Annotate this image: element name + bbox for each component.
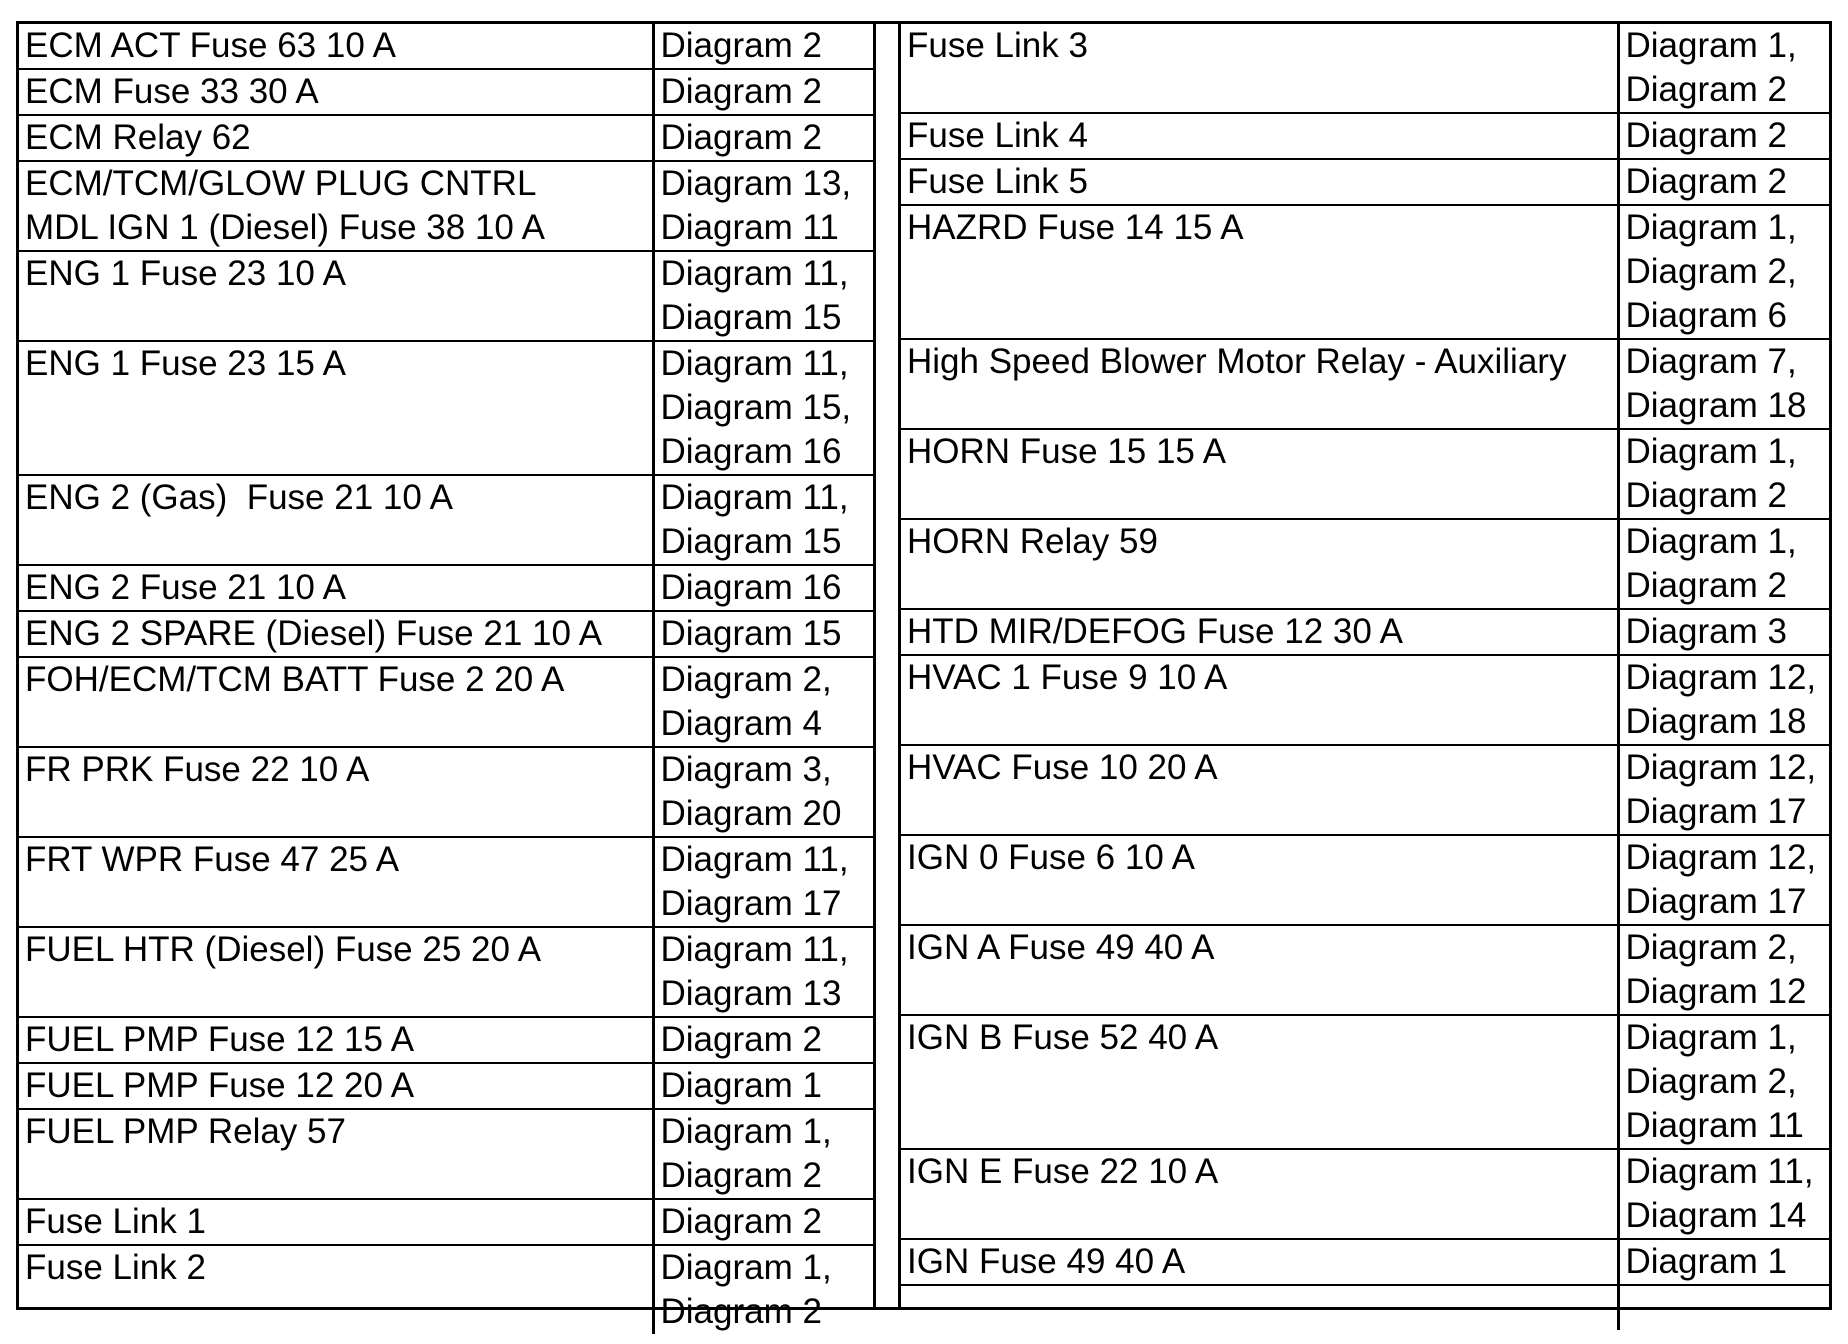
component-cell: IGN A Fuse 49 40 A: [901, 925, 1618, 1015]
component-cell: IGN 0 Fuse 6 10 A: [901, 835, 1618, 925]
table-row: [19, 927, 873, 1017]
component-cell: ENG 2 (Gas) Fuse 21 10 A: [19, 475, 653, 565]
table-row: [19, 1199, 873, 1245]
diagram-ref-cell: Diagram 2: [1618, 113, 1829, 159]
component-cell: ENG 2 SPARE (Diesel) Fuse 21 10 A: [19, 611, 653, 657]
component-cell: ENG 1 Fuse 23 15 A: [19, 341, 653, 475]
table-row: [901, 429, 1829, 519]
table-row: [901, 159, 1829, 205]
component-cell: HAZRD Fuse 14 15 A: [901, 205, 1618, 339]
diagram-ref-cell: Diagram 2: [653, 69, 873, 115]
diagram-ref-cell: Diagram 1, Diagram 2: [653, 1109, 873, 1199]
column-gap: [876, 21, 898, 1310]
diagram-ref-cell: Diagram 12, Diagram 18: [1618, 655, 1829, 745]
diagram-ref-cell: Diagram 3: [1618, 609, 1829, 655]
table-row: [19, 1017, 873, 1063]
table-row: [901, 609, 1829, 655]
right-index-table: [898, 21, 1832, 1310]
table-row: [901, 113, 1829, 159]
diagram-ref-cell: Diagram 2: [653, 1017, 873, 1063]
table-row: [901, 339, 1829, 429]
component-cell: Fuse Link 3: [901, 24, 1618, 113]
component-cell: High Speed Blower Motor Relay - Auxiliary: [901, 339, 1618, 429]
table-row: [19, 161, 873, 251]
table-row: [901, 925, 1829, 1015]
table-row: [19, 69, 873, 115]
diagram-ref-cell: Diagram 1, Diagram 2, Diagram 11: [1618, 1015, 1829, 1149]
component-cell: FUEL HTR (Diesel) Fuse 25 20 A: [19, 927, 653, 1017]
table-row: [901, 205, 1829, 339]
component-cell: ENG 2 Fuse 21 10 A: [19, 565, 653, 611]
table-row: [19, 115, 873, 161]
table-row: [19, 565, 873, 611]
component-cell: IGN B Fuse 52 40 A: [901, 1015, 1618, 1149]
component-cell: HTD MIR/DEFOG Fuse 12 30 A: [901, 609, 1618, 655]
fuse-index-page: [16, 21, 1832, 1331]
table-row: [901, 1015, 1829, 1149]
diagram-ref-cell: Diagram 1, Diagram 2: [1618, 519, 1829, 609]
component-cell: FUEL PMP Fuse 12 20 A: [19, 1063, 653, 1109]
diagram-ref-cell: Diagram 2: [1618, 159, 1829, 205]
diagram-ref-cell: Diagram 13, Diagram 11: [653, 161, 873, 251]
diagram-ref-cell: Diagram 2, Diagram 12: [1618, 925, 1829, 1015]
table-row: [901, 519, 1829, 609]
table-row: [19, 1109, 873, 1199]
diagram-ref-cell: Diagram 11, Diagram 15: [653, 251, 873, 341]
table-row: [19, 24, 873, 69]
diagram-ref-cell: Diagram 3, Diagram 20: [653, 747, 873, 837]
table-row: [901, 745, 1829, 835]
component-cell: ENG 1 Fuse 23 10 A: [19, 251, 653, 341]
component-cell: FOH/ECM/TCM BATT Fuse 2 20 A: [19, 657, 653, 747]
diagram-ref-cell: Diagram 1, Diagram 2, Diagram 6: [1618, 205, 1829, 339]
diagram-ref-cell: Diagram 1, Diagram 2: [1618, 429, 1829, 519]
diagram-ref-cell: Diagram 1, Diagram 2: [1618, 24, 1829, 113]
table-row: [19, 1245, 873, 1334]
component-cell: HVAC 1 Fuse 9 10 A: [901, 655, 1618, 745]
table-row: [19, 475, 873, 565]
diagram-ref-cell: Diagram 7, Diagram 18: [1618, 339, 1829, 429]
component-cell: FR PRK Fuse 22 10 A: [19, 747, 653, 837]
diagram-ref-cell: Diagram 11, Diagram 15, Diagram 16: [653, 341, 873, 475]
table-row: [19, 251, 873, 341]
table-row: [19, 1063, 873, 1109]
table-row: [901, 1239, 1829, 1285]
component-cell: FUEL PMP Relay 57: [19, 1109, 653, 1199]
component-cell: FUEL PMP Fuse 12 15 A: [19, 1017, 653, 1063]
component-cell: ECM Relay 62: [19, 115, 653, 161]
component-cell: ECM/TCM/GLOW PLUG CNTRL MDL IGN 1 (Diesel) Fuse 38 10 A: [19, 161, 653, 251]
diagram-ref-cell: Diagram 2: [653, 1199, 873, 1245]
diagram-ref-cell: Diagram 11, Diagram 13: [653, 927, 873, 1017]
diagram-ref-cell: Diagram 11, Diagram 15: [653, 475, 873, 565]
diagram-ref-cell: Diagram 12, Diagram 17: [1618, 835, 1829, 925]
diagram-ref-cell: Diagram 2: [653, 24, 873, 69]
table-row: [901, 24, 1829, 113]
diagram-ref-cell: Diagram 2, Diagram 4: [653, 657, 873, 747]
component-cell: [901, 1285, 1618, 1330]
diagram-ref-cell: Diagram 12, Diagram 17: [1618, 745, 1829, 835]
diagram-ref-cell: Diagram 15: [653, 611, 873, 657]
table-row: [19, 611, 873, 657]
diagram-ref-cell: Diagram 1, Diagram 2: [653, 1245, 873, 1334]
component-cell: ECM ACT Fuse 63 10 A: [19, 24, 653, 69]
component-cell: HORN Relay 59: [901, 519, 1618, 609]
diagram-ref-cell: Diagram 16: [653, 565, 873, 611]
diagram-ref-cell: Diagram 2: [653, 115, 873, 161]
diagram-ref-cell: Diagram 11, Diagram 14: [1618, 1149, 1829, 1239]
diagram-ref-cell: Diagram 1: [653, 1063, 873, 1109]
table-row: [901, 1285, 1829, 1330]
component-cell: FRT WPR Fuse 47 25 A: [19, 837, 653, 927]
component-cell: HORN Fuse 15 15 A: [901, 429, 1618, 519]
table-row: [19, 747, 873, 837]
table-row: [19, 657, 873, 747]
component-cell: Fuse Link 4: [901, 113, 1618, 159]
left-index-body: [19, 24, 873, 1334]
table-row: [901, 835, 1829, 925]
table-row: [19, 837, 873, 927]
component-cell: Fuse Link 1: [19, 1199, 653, 1245]
table-row: [901, 655, 1829, 745]
table-row: [901, 1149, 1829, 1239]
component-cell: ECM Fuse 33 30 A: [19, 69, 653, 115]
left-index-table: [16, 21, 876, 1331]
right-index-body: [901, 24, 1829, 1330]
component-cell: Fuse Link 2: [19, 1245, 653, 1334]
table-row: [19, 341, 873, 475]
diagram-ref-cell: Diagram 1: [1618, 1239, 1829, 1285]
component-cell: IGN E Fuse 22 10 A: [901, 1149, 1618, 1239]
component-cell: Fuse Link 5: [901, 159, 1618, 205]
component-cell: IGN Fuse 49 40 A: [901, 1239, 1618, 1285]
diagram-ref-cell: [1618, 1285, 1829, 1330]
component-cell: HVAC Fuse 10 20 A: [901, 745, 1618, 835]
diagram-ref-cell: Diagram 11, Diagram 17: [653, 837, 873, 927]
